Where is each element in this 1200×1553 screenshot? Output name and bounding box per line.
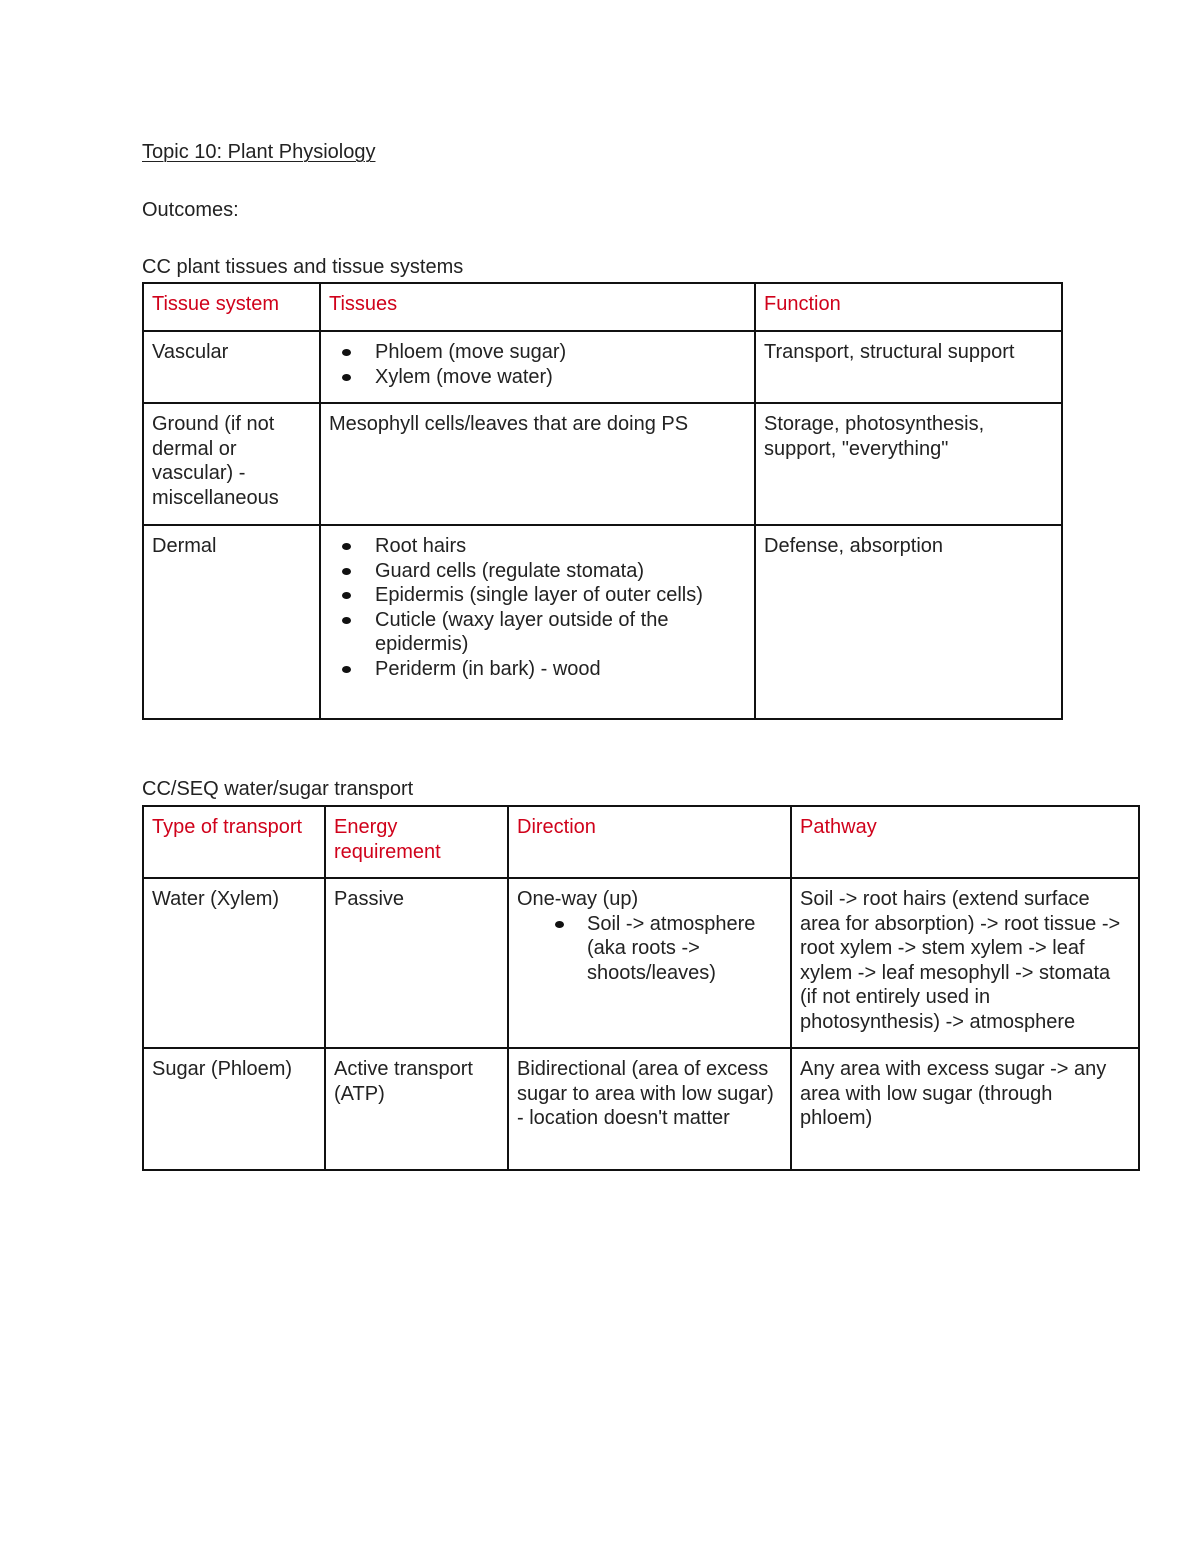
page-title: Topic 10: Plant Physiology <box>142 141 376 163</box>
header-cell-function: Function <box>755 283 1062 331</box>
cell-system: Vascular <box>143 331 320 403</box>
cell-function: Transport, structural support <box>755 331 1062 403</box>
transport-table <box>142 805 1140 1171</box>
header-cell-type: Type of transport <box>143 806 325 878</box>
header-cell-pathway: Pathway <box>791 806 1139 878</box>
list-item: Periderm (in bark) - wood <box>375 657 746 682</box>
cell-tissues: Mesophyll cells/leaves that are doing PS <box>320 403 755 525</box>
cell-system: Dermal <box>143 525 320 719</box>
table-row <box>143 525 1062 719</box>
cell-tissues <box>320 331 755 403</box>
table-row <box>143 331 1062 403</box>
cell-direction <box>508 878 791 1048</box>
cell-energy: Passive <box>325 878 508 1048</box>
table-row <box>143 878 1139 1048</box>
section-heading-tissues: CC plant tissues and tissue systems <box>142 256 464 278</box>
cell-system: Ground (if not dermal or vascular) - miscellaneous <box>143 403 320 525</box>
list-item: Xylem (move water) <box>375 365 746 390</box>
cell-function: Storage, photosynthesis, support, "everything" <box>755 403 1062 525</box>
list-item: Cuticle (waxy layer outside of the epidermis) <box>375 608 746 657</box>
header-cell-tissues: Tissues <box>320 283 755 331</box>
cell-type: Water (Xylem) <box>143 878 325 1048</box>
list-item: Root hairs <box>375 534 746 559</box>
direction-text: One-way (up) <box>517 888 639 910</box>
cell-pathway: Soil -> root hairs (extend surface area for absorption) -> root tissue -> root xylem -> stem xylem -> leaf xylem -> leaf mesophyll -> stomata (if not entirely used in photosynthesis) -> atmosphere <box>791 878 1139 1048</box>
tissues-list <box>329 340 746 389</box>
table-header-row <box>143 283 1062 331</box>
header-cell-energy: Energy requirement <box>325 806 508 878</box>
table-header-row <box>143 806 1139 878</box>
list-item: Soil -> atmosphere (aka roots -> shoots/leaves) <box>587 912 782 986</box>
outcomes-label: Outcomes: <box>142 199 239 221</box>
table-row <box>143 1048 1139 1170</box>
direction-list <box>517 912 782 986</box>
list-item: Guard cells (regulate stomata) <box>375 559 746 584</box>
tissues-list <box>329 534 746 681</box>
cell-function: Defense, absorption <box>755 525 1062 719</box>
table-row <box>143 403 1062 525</box>
header-cell-direction: Direction <box>508 806 791 878</box>
cell-direction: Bidirectional (area of excess sugar to area with low sugar) - location doesn't matter <box>508 1048 791 1170</box>
cell-tissues <box>320 525 755 719</box>
cell-pathway: Any area with excess sugar -> any area with low sugar (through phloem) <box>791 1048 1139 1170</box>
tissue-systems-table <box>142 282 1063 720</box>
cell-energy: Active transport (ATP) <box>325 1048 508 1170</box>
list-item: Epidermis (single layer of outer cells) <box>375 583 746 608</box>
cell-type: Sugar (Phloem) <box>143 1048 325 1170</box>
header-cell-tissue-system: Tissue system <box>143 283 320 331</box>
section-heading-transport: CC/SEQ water/sugar transport <box>142 778 414 800</box>
list-item: Phloem (move sugar) <box>375 340 746 365</box>
